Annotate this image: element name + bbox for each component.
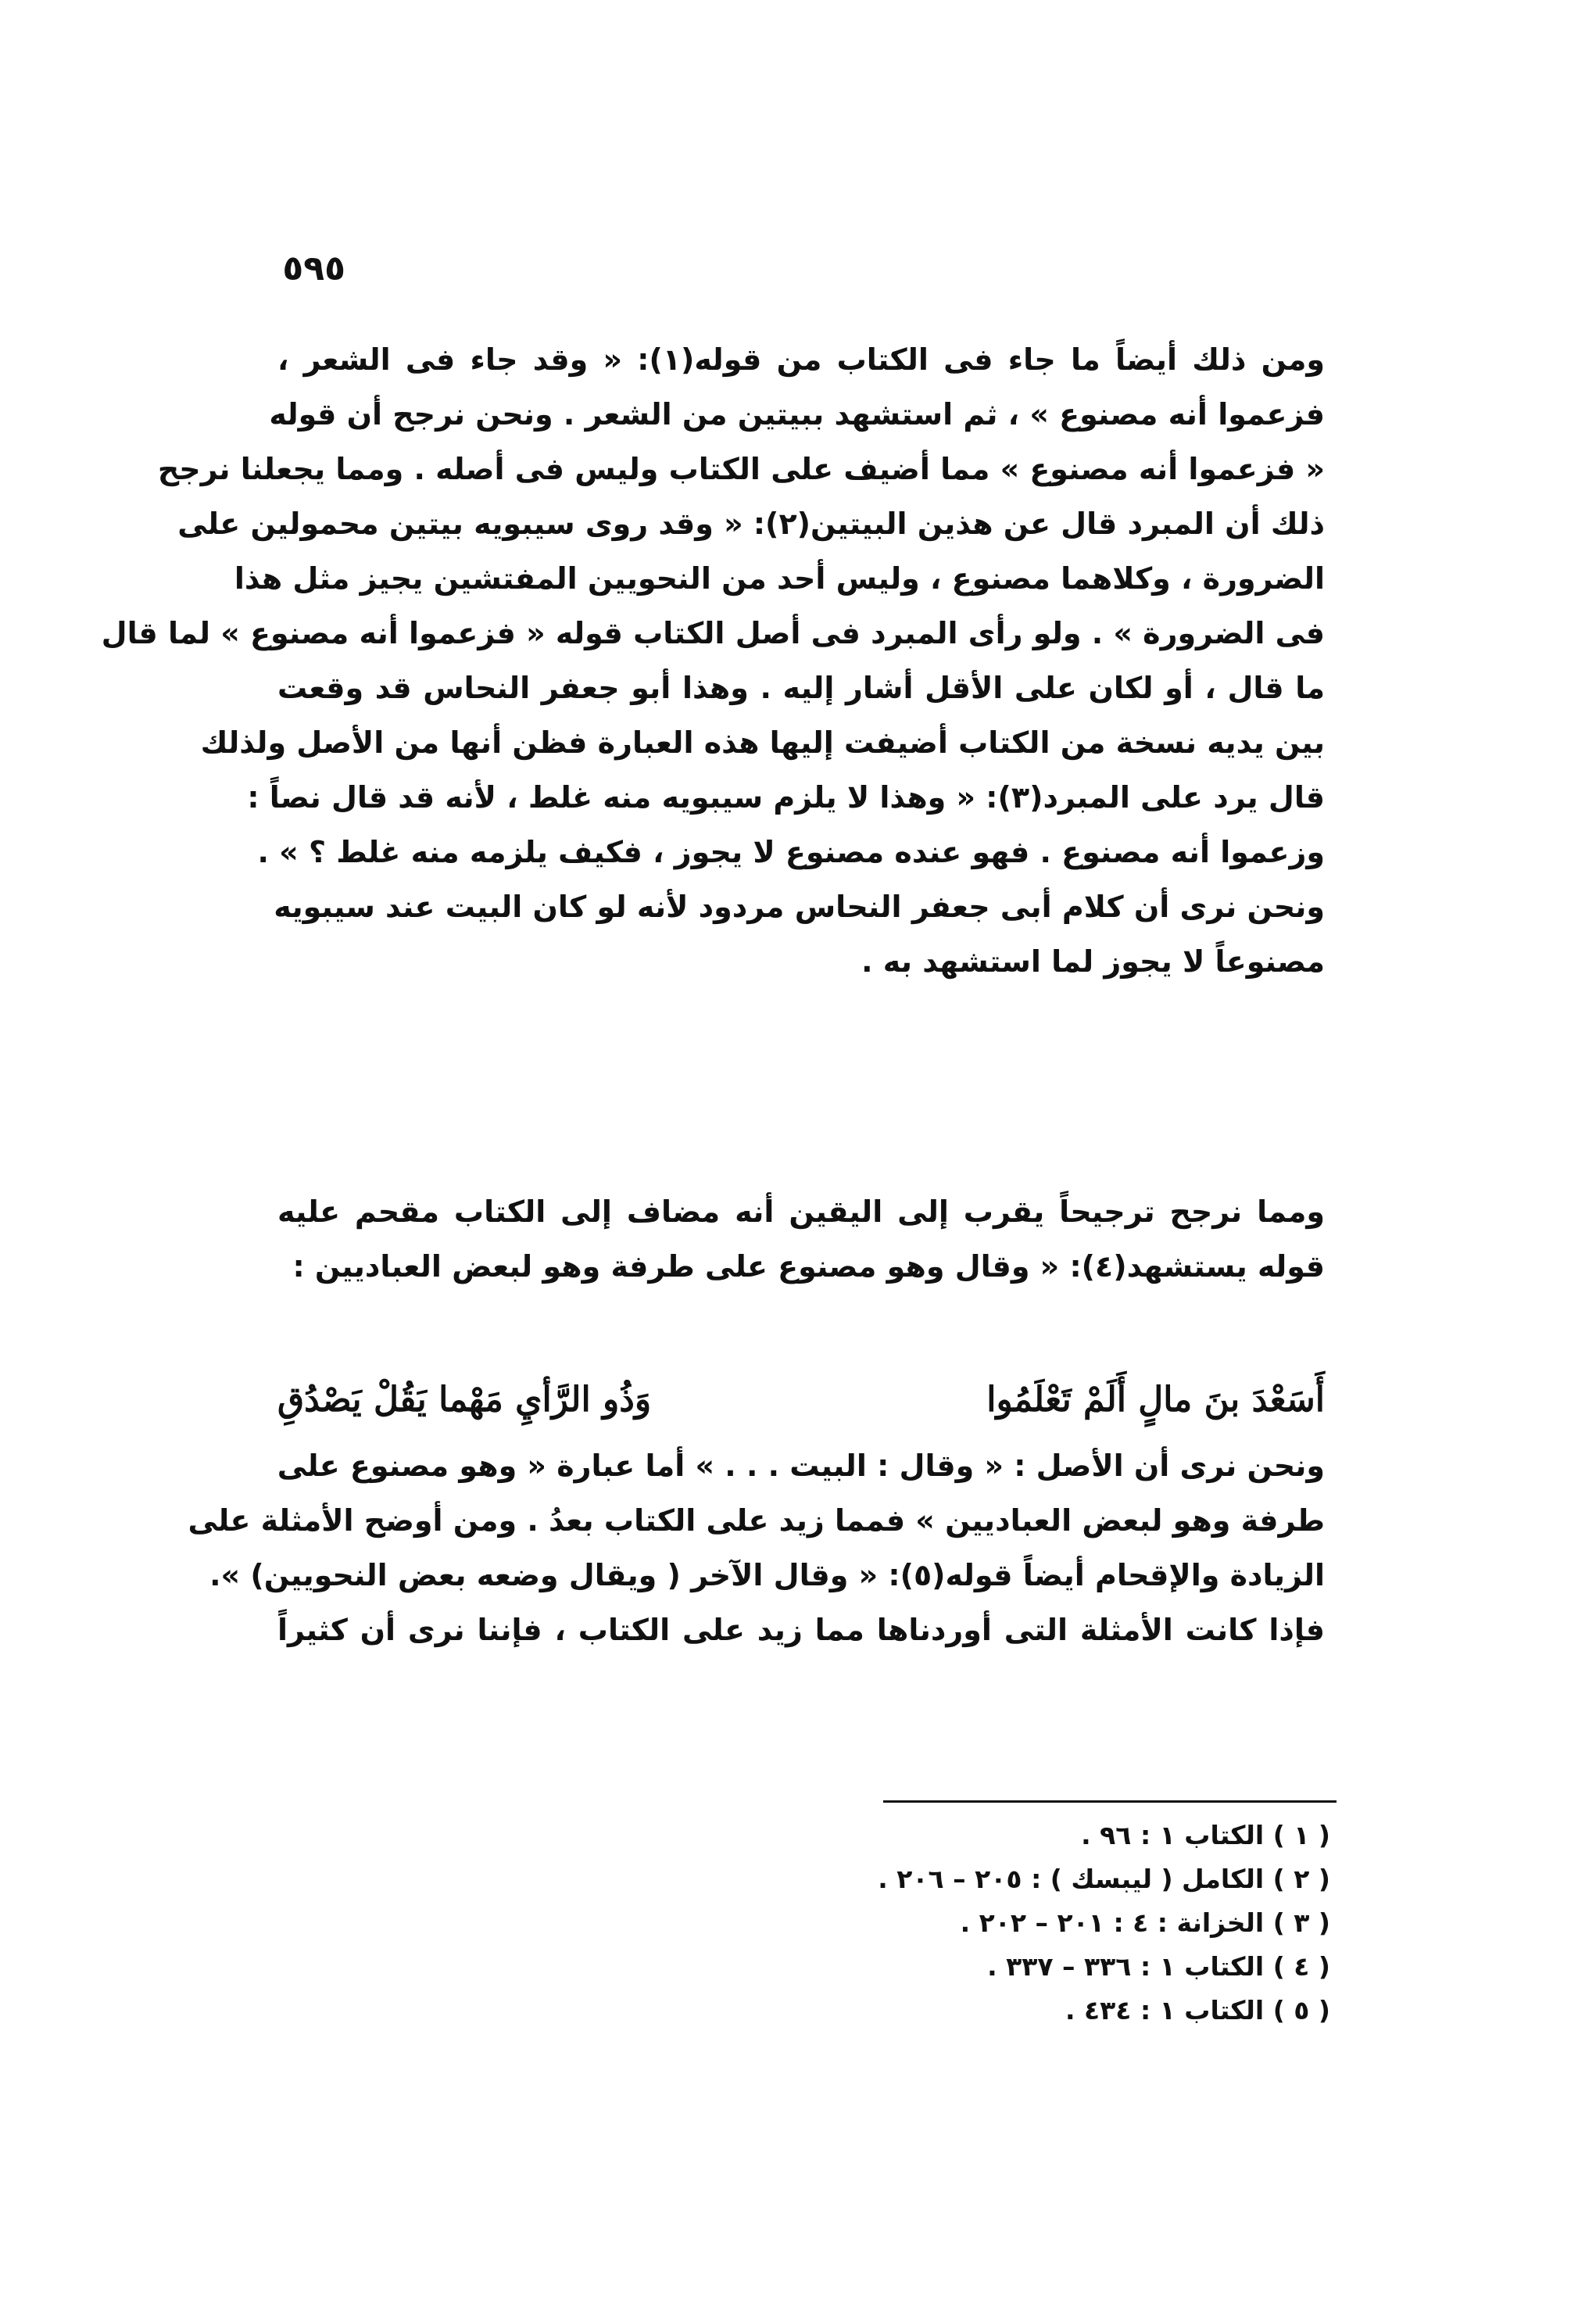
footnote-divider xyxy=(883,1800,1337,1803)
paragraph-line: ونحن نرى أن كلام أبى جعفر النحاس مردود لأنه لو كان البيت عند سيبويه xyxy=(274,890,1325,924)
verse-first-hemistich: أَسَعْدَ بنَ مالٍ أَلَمْ تَعْلَمُوا xyxy=(986,1379,1325,1420)
poetry-verse xyxy=(277,1364,1325,1434)
footnote-item: ( ١ ) الكتاب ١ : ٩٦ . xyxy=(1081,1820,1330,1850)
paragraph-line: بين يديه نسخة من الكتاب أضيفت إليها هذه العبارة فظن أنها من الأصل ولذلك xyxy=(200,725,1325,760)
paragraph-line: ونحن نرى أن الأصل : « وقال : البيت . . . » أما عبارة « وهو مصنوع على xyxy=(277,1449,1325,1483)
footnote-item: ( ٤ ) الكتاب ١ : ٣٣٦ – ٣٣٧ . xyxy=(987,1951,1330,1982)
paragraph-line: فإذا كانت الأمثلة التى أوردناها مما زيد على الكتاب ، فإننا نرى أن كثيراً xyxy=(277,1613,1325,1647)
paragraph-line: مصنوعاً لا يجوز لما استشهد به . xyxy=(861,944,1325,979)
paragraph-line: ومما نرجح ترجيحاً يقرب إلى اليقين أنه مضاف إلى الكتاب مقحم عليه xyxy=(277,1194,1325,1229)
paragraph-line: الضرورة ، وكلاهما مصنوع ، وليس أحد من النحويين المفتشين يجيز مثل هذا xyxy=(234,561,1325,596)
paragraph-line: ما قال ، أو لكان على الأقل أشار إليه . وهذا أبو جعفر النحاس قد وقعت xyxy=(277,671,1325,705)
paragraph-line: فزعموا أنه مصنوع » ، ثم استشهد ببيتين من الشعر . ونحن نرجح أن قوله xyxy=(269,397,1325,432)
paragraph-line: ومن ذلك أيضاً ما جاء فى الكتاب من قوله(١): « وقد جاء فى الشعر ، xyxy=(277,342,1325,377)
paragraph-line: قوله يستشهد(٤): « وقال وهو مصنوع على طرفة وهو لبعض العباديين : xyxy=(292,1249,1325,1284)
paragraph-line: فى الضرورة » . ولو رأى المبرد فى أصل الكتاب قوله « فزعموا أنه مصنوع » لما قال xyxy=(101,616,1325,650)
paragraph-2 xyxy=(277,1184,1325,1294)
paragraph-line: ذلك أن المبرد قال عن هذين البيتين(٢): « وقد روى سيبويه بيتين محمولين على xyxy=(177,507,1325,541)
paragraph-3 xyxy=(188,1438,1325,1657)
footnote-item: ( ٣ ) الخزانة : ٤ : ٢٠١ – ٢٠٢ . xyxy=(960,1907,1330,1938)
footnote-item: ( ٢ ) الكامل ( ليبسك ) : ٢٠٥ – ٢٠٦ . xyxy=(878,1864,1330,1894)
verse-second-hemistich: وَذُو الرَّأيِ مَهْما يَقُلْ يَصْدُقِ xyxy=(277,1379,652,1420)
page-number: ٥٩٥ xyxy=(282,249,345,288)
paragraph-1 xyxy=(101,332,1325,989)
paragraph-line: وزعموا أنه مصنوع . فهو عنده مصنوع لا يجوز ، فكيف يلزمه منه غلط ؟ » . xyxy=(257,835,1325,869)
paragraph-line: طرفة وهو لبعض العباديين » فمما زيد على الكتاب بعدُ . ومن أوضح الأمثلة على xyxy=(188,1503,1325,1538)
footnote-item: ( ٥ ) الكتاب ١ : ٤٣٤ . xyxy=(1065,1995,1330,2025)
paragraph-line: قال يرد على المبرد(٣): « وهذا لا يلزم سيبويه منه غلط ، لأنه قد قال نصاً : xyxy=(247,780,1325,815)
footnotes xyxy=(549,1814,1330,2033)
paragraph-line: « فزعموا أنه مصنوع » مما أضيف على الكتاب وليس فى أصله . ومما يجعلنا نرجح xyxy=(157,452,1325,486)
paragraph-line: الزيادة والإقحام أيضاً قوله(٥): « وقال الآخر ( ويقال وضعه بعض النحويين) ». xyxy=(209,1558,1325,1592)
